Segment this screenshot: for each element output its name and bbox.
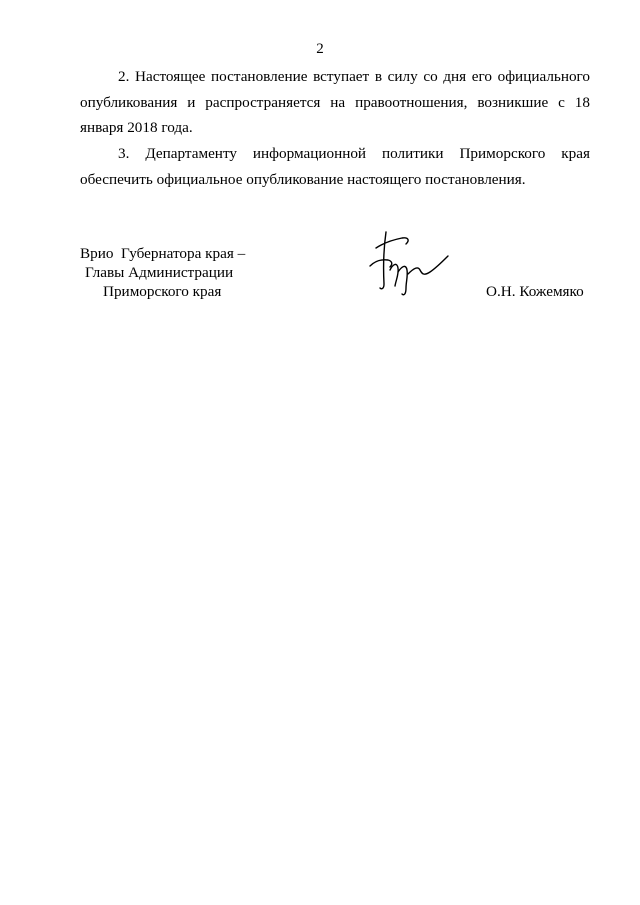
paragraph-2: 2. Настоящее постановление вступает в силу со дня его официального опубликования и распространяется на правоотношения, возникшие с 18 января 2018 года. (80, 68, 590, 136)
paragraph-3: 3. Департаменту информационной политики Приморского края обеспечить официальное опубликование настоящего постановления. (80, 145, 590, 188)
signatory-title-block (80, 244, 245, 301)
signatory-name: О.Н. Кожемяко (486, 283, 584, 300)
signatory-title-line-2: Главы Администрации (85, 264, 234, 281)
signatory-title-line-1: Врио Губернатора края – (80, 245, 246, 262)
handwritten-signature (362, 226, 452, 298)
signatory-title-line-3: Приморского края (103, 283, 222, 300)
page-number: 2 (316, 41, 324, 57)
